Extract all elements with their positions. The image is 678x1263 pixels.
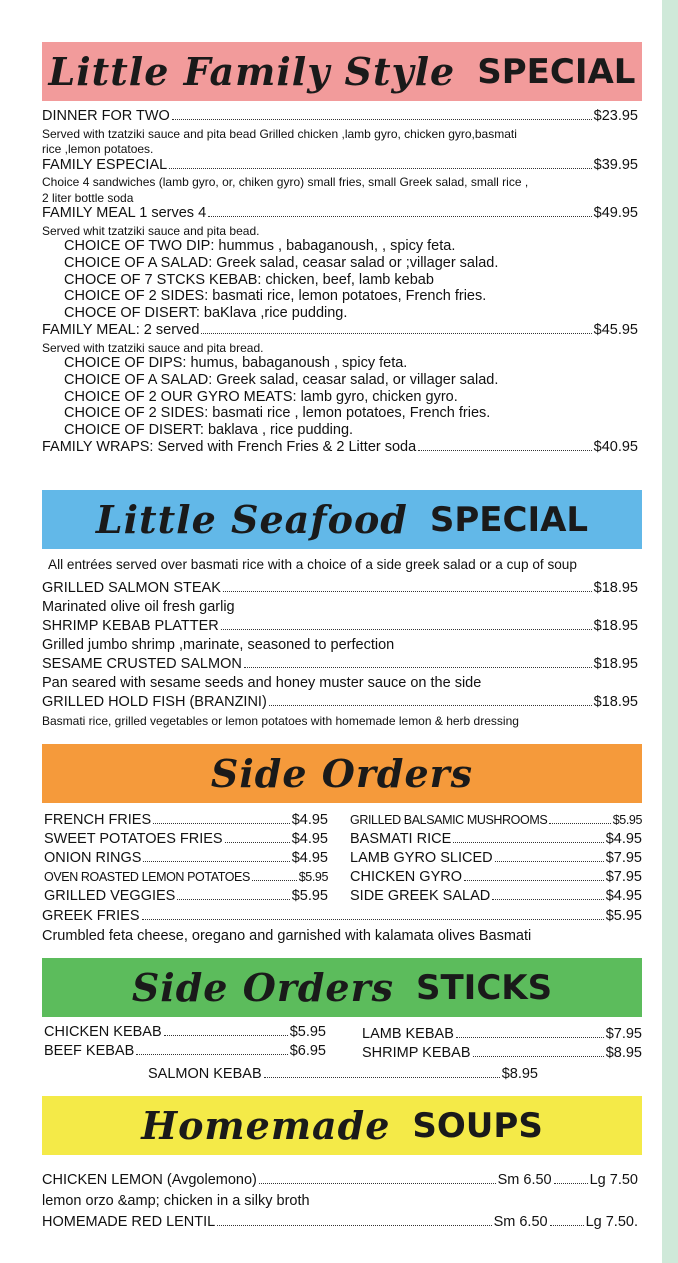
item-name: GREEK FRIES bbox=[42, 908, 140, 924]
family-item-description: Served whit tzatziki sauce and pita bead. bbox=[42, 223, 260, 238]
dot-leader bbox=[225, 842, 290, 843]
item-name: SALMON KEBAB bbox=[148, 1066, 262, 1082]
item-price: $5.95 bbox=[298, 870, 328, 884]
seafood-banner-block-title: SPECIAL bbox=[429, 499, 589, 540]
item-name: ONION RINGS bbox=[44, 850, 142, 866]
item-name: SESAME CRUSTED SALMON bbox=[42, 656, 242, 672]
family-choice-line: CHOICE OF 2 SIDES: basmati rice , lemon potatoes, French fries. bbox=[64, 405, 491, 422]
item-name: GRILLED HOLD FISH (BRANZINI) bbox=[42, 694, 267, 710]
item-price: $45.95 bbox=[593, 322, 638, 338]
item-name: BASMATI RICE bbox=[350, 831, 452, 847]
item-name: SIDE GREEK SALAD bbox=[350, 888, 491, 904]
item-name: CHICKEN GYRO bbox=[350, 869, 462, 885]
stick-left bbox=[44, 1024, 326, 1041]
seafood-item-description: Marinated olive oil fresh garlig bbox=[42, 599, 235, 615]
dot-leader bbox=[549, 823, 610, 824]
item-price: $5.95 bbox=[612, 813, 642, 827]
dot-leader bbox=[169, 168, 591, 169]
family-item-description: 2 liter bottle soda bbox=[42, 190, 134, 205]
item-price: $7.95 bbox=[605, 850, 642, 866]
item-name: GRILLED BALSAMIC MUSHROOMS bbox=[350, 813, 548, 827]
item-price: $8.95 bbox=[501, 1066, 538, 1082]
dot-leader bbox=[269, 705, 592, 706]
item-price: $40.95 bbox=[593, 439, 638, 455]
seafood-menu-item bbox=[42, 694, 638, 711]
seafood-menu-item bbox=[42, 580, 638, 597]
item-price: $4.95 bbox=[605, 831, 642, 847]
item-price: $4.95 bbox=[291, 831, 328, 847]
soup-row bbox=[42, 1214, 638, 1231]
family-choice-line: CHOICE OF 2 OUR GYRO MEATS: lamb gyro, chicken gyro. bbox=[64, 388, 458, 405]
dot-leader bbox=[208, 216, 592, 217]
item-price: $7.95 bbox=[605, 1026, 642, 1042]
family-item-description: Choice 4 sandwiches (lamb gyro, or, chiken gyro) small fries, small Greek salad, small rice , bbox=[42, 175, 529, 189]
dot-leader bbox=[550, 1225, 584, 1226]
seafood-item-description: Pan seared with sesame seeds and honey muster sauce on the side bbox=[42, 675, 482, 691]
family-menu-item bbox=[42, 205, 638, 222]
soup-description: lemon orzo &amp; chicken in a silky broth bbox=[42, 1193, 310, 1209]
item-price: $18.95 bbox=[593, 580, 638, 596]
item-name: GRILLED VEGGIES bbox=[44, 888, 176, 904]
soup-small-price: Sm 6.50 bbox=[497, 1172, 552, 1188]
sticks-banner-script-title: Side Orders bbox=[131, 965, 394, 1010]
item-price: $39.95 bbox=[593, 156, 638, 173]
family-choice-line: CHOICE OF DIPS: humus, babaganoush , spicy feta. bbox=[64, 355, 408, 371]
family-menu-item bbox=[42, 439, 638, 456]
item-price: $18.95 bbox=[593, 694, 638, 710]
item-name: GRILLED SALMON STEAK bbox=[42, 580, 221, 596]
family-item-description: Served with tzatziki sauce and pita bead Grilled chicken ,lamb gyro, chicken gyro,basmati bbox=[42, 126, 517, 141]
seafood-item-description: Grilled jumbo shrimp ,marinate, seasoned to perfection bbox=[42, 637, 395, 653]
seafood-intro: All entrées served over basmati rice with a choice of a side greek salad or a cup of soup bbox=[48, 557, 577, 572]
item-name: SHRIMP KEBAB PLATTER bbox=[42, 618, 219, 634]
dot-leader bbox=[223, 591, 592, 592]
family-choice-line: CHOICE OF A SALAD: Greek salad, ceasar salad or ;villager salad. bbox=[64, 254, 499, 271]
dot-leader bbox=[264, 1077, 500, 1078]
greek-fries-description: Crumbled feta cheese, oregano and garnished with kalamata olives Basmati bbox=[42, 928, 532, 944]
salmon-kebab-row bbox=[148, 1066, 538, 1083]
item-price: $4.95 bbox=[605, 888, 642, 904]
seafood-item-description: Basmati rice, grilled vegetables or lemon potatoes with homemade lemon & herb dressing bbox=[42, 714, 519, 728]
item-name: FAMILY WRAPS: Served with French Fries & 2 Litter soda bbox=[42, 439, 417, 455]
soup-row bbox=[42, 1172, 638, 1189]
item-price: $4.95 bbox=[291, 850, 328, 866]
side-order-left bbox=[44, 812, 328, 829]
item-name: CHICKEN KEBAB bbox=[44, 1024, 162, 1040]
soup-name: HOMEMADE RED LENTIL bbox=[42, 1214, 216, 1230]
dot-leader bbox=[217, 1225, 491, 1226]
dot-leader bbox=[492, 899, 603, 900]
family-choice-line: CHOCE OF 7 STCKS KEBAB: chicken, beef, lamb kebab bbox=[64, 271, 434, 288]
stick-right bbox=[362, 1026, 642, 1043]
side-order-right bbox=[350, 850, 642, 867]
item-name: LAMB KEBAB bbox=[362, 1026, 454, 1042]
item-price: $6.95 bbox=[289, 1043, 326, 1059]
sticks-banner-block-title: STICKS bbox=[416, 967, 553, 1008]
item-name: FRENCH FRIES bbox=[44, 812, 152, 828]
dot-leader bbox=[554, 1183, 588, 1184]
dot-leader bbox=[143, 861, 289, 862]
dot-leader bbox=[142, 919, 604, 920]
soups-banner-block-title: SOUPS bbox=[412, 1105, 543, 1146]
side-order-right bbox=[350, 812, 642, 829]
item-price: $5.95 bbox=[289, 1024, 326, 1040]
dot-leader bbox=[473, 1056, 604, 1057]
dot-leader bbox=[244, 667, 592, 668]
item-name: FAMILY MEAL 1 serves 4 bbox=[42, 205, 207, 221]
soup-small-price: Sm 6.50 bbox=[493, 1214, 548, 1230]
item-price: $4.95 bbox=[291, 812, 328, 828]
family-menu-item bbox=[42, 157, 638, 174]
item-name: FAMILY MEAL: 2 served bbox=[42, 322, 200, 338]
side-order-left bbox=[44, 850, 328, 867]
item-name: BEEF KEBAB bbox=[44, 1043, 135, 1059]
soup-large-price: Lg 7.50 bbox=[589, 1172, 638, 1188]
dot-leader bbox=[456, 1037, 604, 1038]
side-order-right bbox=[350, 888, 642, 905]
greek-fries-row bbox=[42, 908, 642, 925]
item-price: $7.95 bbox=[605, 869, 642, 885]
family-banner-script-title: Little Family Style bbox=[48, 49, 456, 94]
side-order-left bbox=[44, 869, 328, 886]
family-choice-line: CHOICE OF 2 SIDES: basmati rice, lemon potatoes, French fries. bbox=[64, 288, 487, 305]
item-name: SWEET POTATOES FRIES bbox=[44, 831, 223, 847]
item-price: $49.95 bbox=[593, 205, 638, 221]
dot-leader bbox=[172, 119, 592, 120]
family-choice-line: CHOICE OF A SALAD: Greek salad, ceasar salad, or villager salad. bbox=[64, 371, 499, 388]
item-name: OVEN ROASTED LEMON POTATOES bbox=[44, 870, 250, 884]
family-item-description: Served with tzatziki sauce and pita bread. bbox=[42, 340, 264, 355]
item-name: LAMB GYRO SLICED bbox=[350, 850, 493, 866]
stick-right bbox=[362, 1045, 642, 1062]
dot-leader bbox=[201, 333, 591, 334]
side-order-right bbox=[350, 869, 642, 886]
soups-banner-script-title: Homemade bbox=[141, 1103, 391, 1148]
item-price: $5.95 bbox=[291, 888, 328, 904]
item-name: FAMILY ESPECIAL bbox=[42, 156, 168, 173]
family-choice-line: CHOCE OF DISERT: baKlava ,rice pudding. bbox=[64, 305, 348, 322]
side-order-left bbox=[44, 831, 328, 848]
item-price: $18.95 bbox=[593, 618, 638, 634]
side-order-left bbox=[44, 888, 328, 905]
family-banner-block-title: SPECIAL bbox=[477, 51, 636, 92]
seafood-special-banner bbox=[42, 490, 642, 549]
dot-leader bbox=[495, 861, 604, 862]
seafood-banner-script-title: Little Seafood bbox=[95, 497, 408, 542]
item-name: DINNER FOR TWO bbox=[42, 108, 170, 124]
dot-leader bbox=[221, 629, 592, 630]
item-price: $8.95 bbox=[605, 1045, 642, 1061]
dot-leader bbox=[136, 1054, 287, 1055]
family-item-description: rice ,lemon potatoes. bbox=[42, 142, 154, 156]
dot-leader bbox=[464, 880, 604, 881]
item-price: $23.95 bbox=[593, 108, 638, 124]
sticks-banner bbox=[42, 958, 642, 1017]
soups-banner bbox=[42, 1096, 642, 1155]
stick-left bbox=[44, 1043, 326, 1060]
dot-leader bbox=[418, 450, 591, 451]
side-orders-banner-title: Side Orders bbox=[210, 751, 474, 796]
family-menu-item bbox=[42, 108, 638, 125]
family-menu-item bbox=[42, 322, 638, 339]
family-special-banner bbox=[42, 42, 642, 101]
item-price: $5.95 bbox=[605, 908, 642, 924]
seafood-menu-item bbox=[42, 618, 638, 635]
dot-leader bbox=[153, 823, 290, 824]
family-choice-line: CHOICE OF TWO DIP: hummus , babaganoush, , spicy feta. bbox=[64, 238, 456, 254]
item-name: SHRIMP KEBAB bbox=[362, 1045, 471, 1061]
item-price: $18.95 bbox=[593, 656, 638, 672]
seafood-menu-item bbox=[42, 656, 638, 673]
soup-name: CHICKEN LEMON (Avgolemono) bbox=[42, 1172, 257, 1188]
family-choice-line: CHOICE OF DISERT: baklava , rice pudding. bbox=[64, 422, 354, 439]
dot-leader bbox=[259, 1183, 496, 1184]
dot-leader bbox=[177, 899, 289, 900]
right-edge-strip bbox=[662, 0, 678, 1263]
dot-leader bbox=[453, 842, 603, 843]
dot-leader bbox=[252, 880, 297, 881]
dot-leader bbox=[164, 1035, 288, 1036]
side-order-right bbox=[350, 831, 642, 848]
side-orders-banner bbox=[42, 744, 642, 803]
soup-large-price: Lg 7.50. bbox=[585, 1214, 638, 1230]
